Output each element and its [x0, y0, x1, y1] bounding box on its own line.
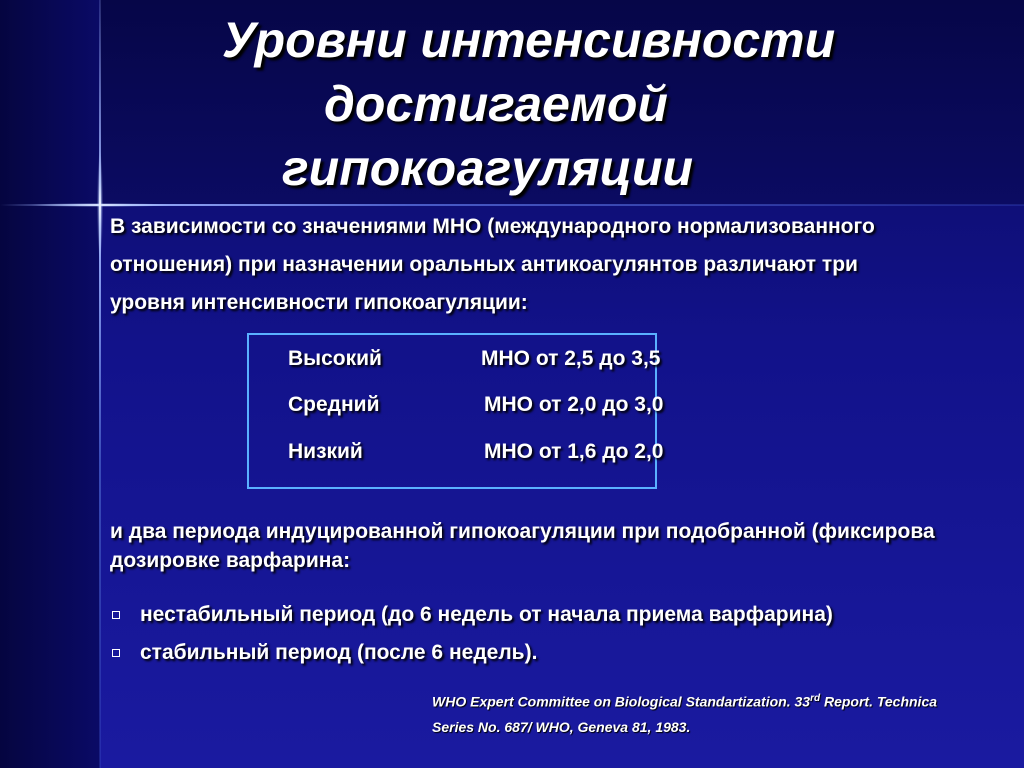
- intro-line-3: уровня интенсивности гипокоагуляции:: [110, 291, 528, 314]
- title-line-3: гипокоагуляции: [282, 140, 694, 196]
- level-row-low: [288, 437, 708, 467]
- reference-citation: [432, 686, 1024, 740]
- periods-line-1: и два периода индуцированной гипокоагуляции при подобранной (фиксирова: [110, 520, 935, 543]
- level-name: Высокий: [288, 347, 382, 370]
- left-band: [0, 0, 100, 768]
- square-bullet-icon: [112, 649, 120, 657]
- list-item-text: нестабильный период (до 6 недель от начала приема варфарина): [140, 603, 833, 626]
- level-row-medium: [288, 390, 708, 420]
- period-list: [110, 600, 1010, 676]
- periods-paragraph: [110, 517, 1024, 575]
- title-line-1: Уровни интенсивности: [222, 12, 836, 68]
- level-name: Низкий: [288, 440, 363, 463]
- slide-title: [120, 8, 920, 200]
- level-name: Средний: [288, 393, 380, 416]
- sparkle-icon-vertical: [97, 150, 103, 260]
- level-value: МНО от 1,6 до 2,0: [484, 440, 664, 463]
- reference-text: WHO Expert Committee on Biological Standartization. 33: [432, 693, 811, 710]
- level-value: МНО от 2,0 до 3,0: [484, 393, 664, 416]
- intro-line-2: отношения) при назначении оральных антикоагулянтов различают три: [110, 253, 858, 276]
- reference-text-post: Report. Technica: [820, 693, 938, 710]
- reference-line-2: Series No. 687/ WHO, Geneva 81, 1983.: [432, 718, 691, 735]
- vertical-divider: [99, 0, 101, 768]
- square-bullet-icon: [112, 611, 120, 619]
- intro-paragraph: [110, 208, 990, 322]
- list-item: [110, 600, 1010, 638]
- intro-line-1: В зависимости со значениями МНО (международного нормализованного: [110, 215, 875, 238]
- list-item-text: стабильный период (после 6 недель).: [140, 641, 538, 664]
- title-line-2: достигаемой: [324, 76, 668, 132]
- reference-superscript: rd: [810, 693, 821, 704]
- periods-line-2: дозировке варфарина:: [110, 549, 351, 572]
- list-item: [110, 638, 1010, 676]
- level-row-high: [288, 344, 708, 374]
- reference-line-1: [432, 686, 1024, 715]
- level-value: МНО от 2,5 до 3,5: [481, 347, 661, 370]
